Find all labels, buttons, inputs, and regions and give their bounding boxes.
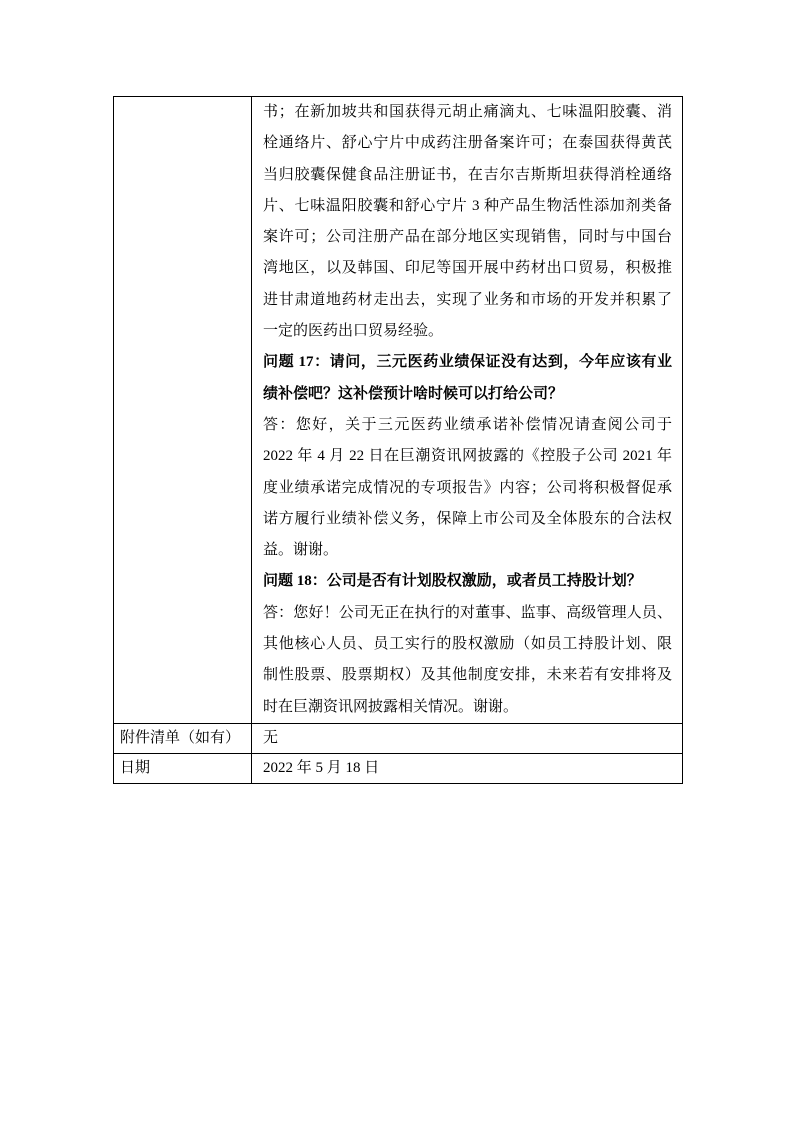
date-label: 日期: [114, 753, 252, 783]
text-line: 进甘肃道地药材走出去，实现了业务和市场的开发并积累了: [263, 291, 672, 308]
text-line: 书；在新加坡共和国获得元胡止痛滴丸、七味温阳胶囊、消: [263, 104, 672, 120]
text-line: 问题 18：公司是否有计划股权激励，或者员工持股计划？: [263, 573, 642, 590]
text-line: 栓通络片、舒心宁片中成药注册备案许可；在泰国获得黄芪: [263, 135, 672, 152]
table-row-date: [114, 753, 683, 783]
attachment-label: 附件清单（如有）: [114, 723, 252, 753]
text-line: 答：您好，关于三元医药业绩承诺补偿情况请查阅公司于: [263, 416, 672, 433]
text-line: 2022 年 4 月 22 日在巨潮资讯网披露的《控股子公司 2021 年: [263, 448, 672, 465]
table-row-content: [114, 97, 683, 724]
text-line: 益。谢谢。: [263, 542, 339, 559]
qa-content: [263, 97, 672, 723]
text-line: 制性股票、股票期权）及其他制度安排，未来若有安排将及: [263, 667, 672, 684]
text-line: 问题 17：请问，三元医药业绩保证没有达到，今年应该有业: [263, 354, 672, 371]
text-line: 其他核心人员、员工实行的股权激励（如员工持股计划、限: [263, 636, 672, 653]
table-row-attachment: [114, 723, 683, 753]
text-line: 绩补偿吧？这补偿预计啥时候可以打给公司？: [263, 385, 564, 402]
text-line: 度业绩承诺完成情况的专项报告》内容；公司将积极督促承: [263, 479, 672, 496]
text-line: 湾地区，以及韩国、印尼等国开展中药材出口贸易，积极推: [263, 260, 672, 277]
text-line: 案许可；公司注册产品在部分地区实现销售，同时与中国台: [263, 229, 672, 246]
content-row-label-cell: [114, 97, 252, 724]
text-line: 诺方履行业绩补偿义务，保障上市公司及全体股东的合法权: [263, 510, 672, 527]
attachment-value: 无: [252, 723, 683, 753]
content-cell: [252, 97, 683, 724]
text-line: 一定的医药出口贸易经验。: [263, 323, 444, 340]
date-value: 2022 年 5 月 18 日: [252, 753, 683, 783]
qa-record-table: [113, 96, 683, 784]
text-line: 当归胶囊保健食品注册证书，在吉尔吉斯斯坦获得消栓通络: [263, 166, 672, 183]
text-line: 答：您好！公司无正在执行的对董事、监事、高级管理人员、: [263, 604, 672, 621]
text-line: 时在巨潮资讯网披露相关情况。谢谢。: [263, 698, 519, 715]
text-line: 片、七味温阳胶囊和舒心宁片 3 种产品生物活性添加剂类备: [263, 197, 672, 214]
